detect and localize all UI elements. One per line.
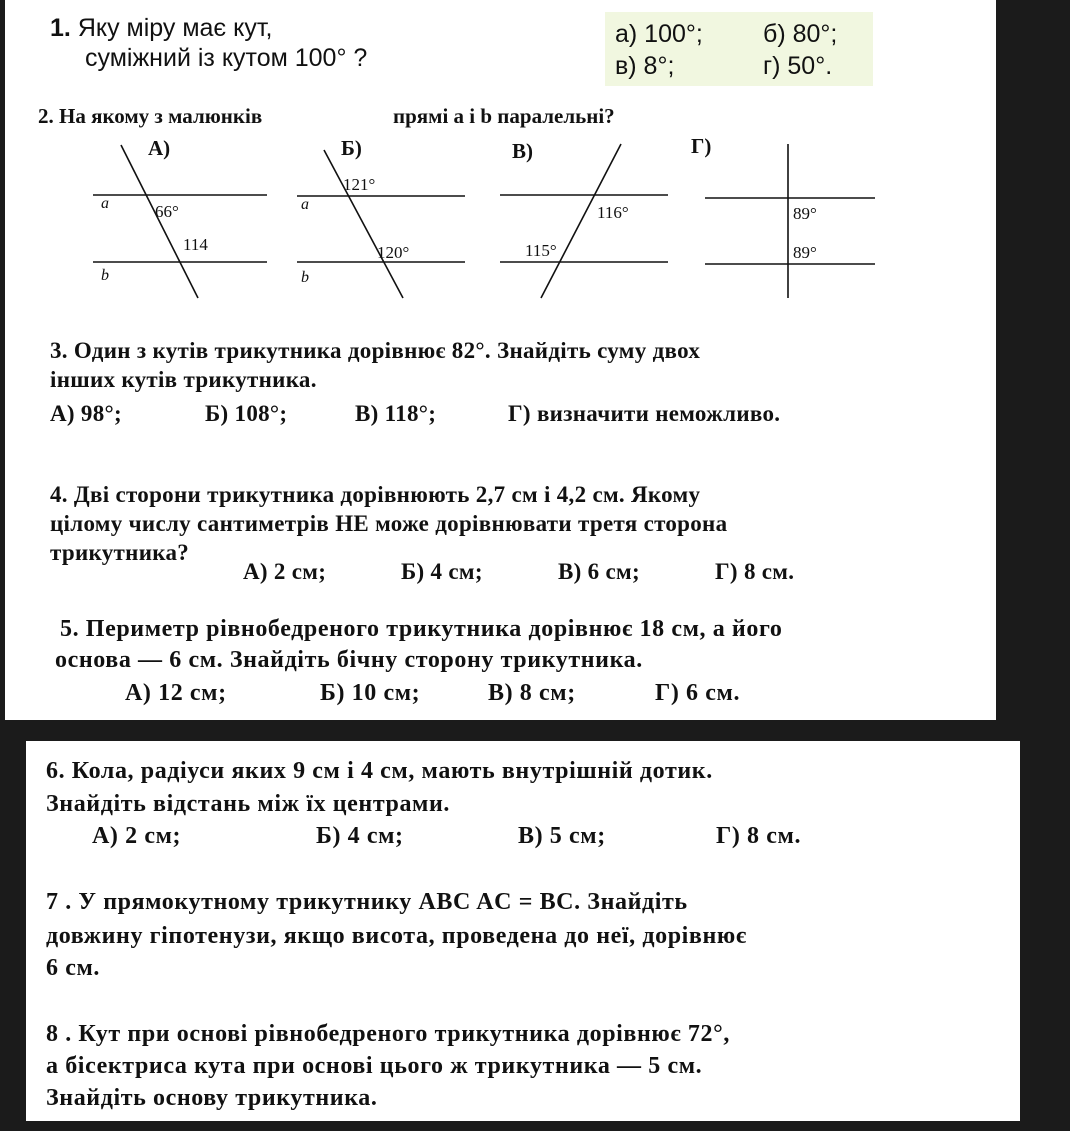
- q4-line1: 4. Дві сторони трикутника дорівнюють 2,7 см і 4,2 см. Якому: [50, 482, 701, 507]
- figA-transversal: [121, 145, 198, 298]
- figB-label-b: b: [301, 269, 309, 286]
- q1-option-a: а) 100°;: [615, 20, 703, 48]
- q3-option-b: Б) 108°;: [205, 401, 288, 426]
- figA-label-b: b: [101, 267, 109, 284]
- q3-line1: 3. Один з кутів трикутника дорівнює 82°. Знайдіть суму двох: [50, 338, 701, 363]
- q2-prefix: 2. На якому з малюнків: [38, 104, 263, 128]
- q5-option-c: В) 8 см;: [488, 680, 576, 706]
- worksheet-bottom-panel: [26, 741, 1020, 1121]
- q6-option-c: В) 5 см;: [518, 823, 606, 849]
- q4-option-d: Г) 8 см.: [715, 559, 795, 584]
- figG-angle-2: 89°: [793, 243, 817, 262]
- q4-line2: цілому числу сантиметрів НЕ може дорівнювати третя сторона: [50, 511, 728, 536]
- q6-line2: Знайдіть відстань між їх центрами.: [46, 791, 451, 817]
- q4-option-b: Б) 4 см;: [401, 559, 483, 584]
- figA-angle-2: 114: [183, 235, 208, 254]
- figV-label: В): [512, 139, 533, 163]
- figG-angle-1: 89°: [793, 204, 817, 223]
- figB-label: Б): [341, 136, 362, 160]
- q3-option-d: Г) визначити неможливо.: [508, 401, 781, 426]
- q8-line1: 8 . Кут при основі рівнобедреного трикутника дорівнює 72°,: [46, 1021, 730, 1047]
- q5-line2: основа — 6 см. Знайдіть бічну сторону трикутника.: [55, 647, 643, 673]
- q2-suffix: прямі a і b паралельні?: [393, 104, 615, 128]
- figA-angle-1: 66°: [155, 202, 179, 221]
- q7-line3: 6 см.: [46, 955, 100, 981]
- q8-line3: Знайдіть основу трикутника.: [46, 1085, 378, 1111]
- figV-angle-2: 115°: [525, 241, 557, 260]
- q1-number: 1.: [50, 14, 71, 42]
- q5-line1: 5. Периметр рівнобедреного трикутника дорівнює 18 см, а його: [60, 616, 783, 642]
- figG-label: Г): [691, 134, 712, 158]
- q2-figures: [5, 130, 996, 305]
- q8-line2: а бісектриса кута при основі цього ж трикутника — 5 см.: [46, 1053, 703, 1079]
- figB-angle-2: 120°: [377, 243, 410, 262]
- q4-line3: трикутника?: [50, 540, 190, 565]
- q3-line2: інших кутів трикутника.: [50, 367, 317, 392]
- q3-option-c: В) 118°;: [355, 401, 437, 426]
- q6-line1: 6. Кола, радіуси яких 9 см і 4 см, мають внутрішній дотик.: [46, 758, 713, 784]
- figA-label-a: a: [101, 195, 109, 212]
- q1-option-b: б) 80°;: [763, 20, 838, 48]
- figB-transversal: [324, 150, 403, 298]
- worksheet-top-panel: [5, 0, 996, 720]
- q5-option-a: А) 12 см;: [125, 680, 227, 706]
- q4-option-c: В) 6 см;: [558, 559, 640, 584]
- q3-option-a: А) 98°;: [50, 401, 122, 426]
- figV-angle-1: 116°: [597, 203, 629, 222]
- q6-option-a: А) 2 см;: [92, 823, 182, 849]
- q7-line1: 7 . У прямокутному трикутнику ABC AC = BC. Знайдіть: [46, 889, 688, 915]
- figB-angle-1: 121°: [343, 175, 376, 194]
- q5-option-d: Г) 6 см.: [655, 680, 741, 706]
- q1-line2: суміжний із кутом 100° ?: [85, 44, 368, 72]
- q1-line1: [50, 14, 272, 43]
- figA-label: А): [148, 136, 171, 160]
- q1-text1: Яку міру має кут,: [77, 14, 273, 42]
- q5-option-b: Б) 10 см;: [320, 680, 421, 706]
- q7-line2: довжину гіпотенузи, якщо висота, проведена до неї, дорівнює: [46, 923, 747, 949]
- q6-option-d: Г) 8 см.: [716, 823, 802, 849]
- figB-label-a: a: [301, 196, 309, 213]
- q6-option-b: Б) 4 см;: [316, 823, 404, 849]
- q1-option-d: г) 50°.: [763, 52, 833, 80]
- q4-option-a: А) 2 см;: [243, 559, 327, 584]
- q1-option-c: в) 8°;: [615, 52, 675, 80]
